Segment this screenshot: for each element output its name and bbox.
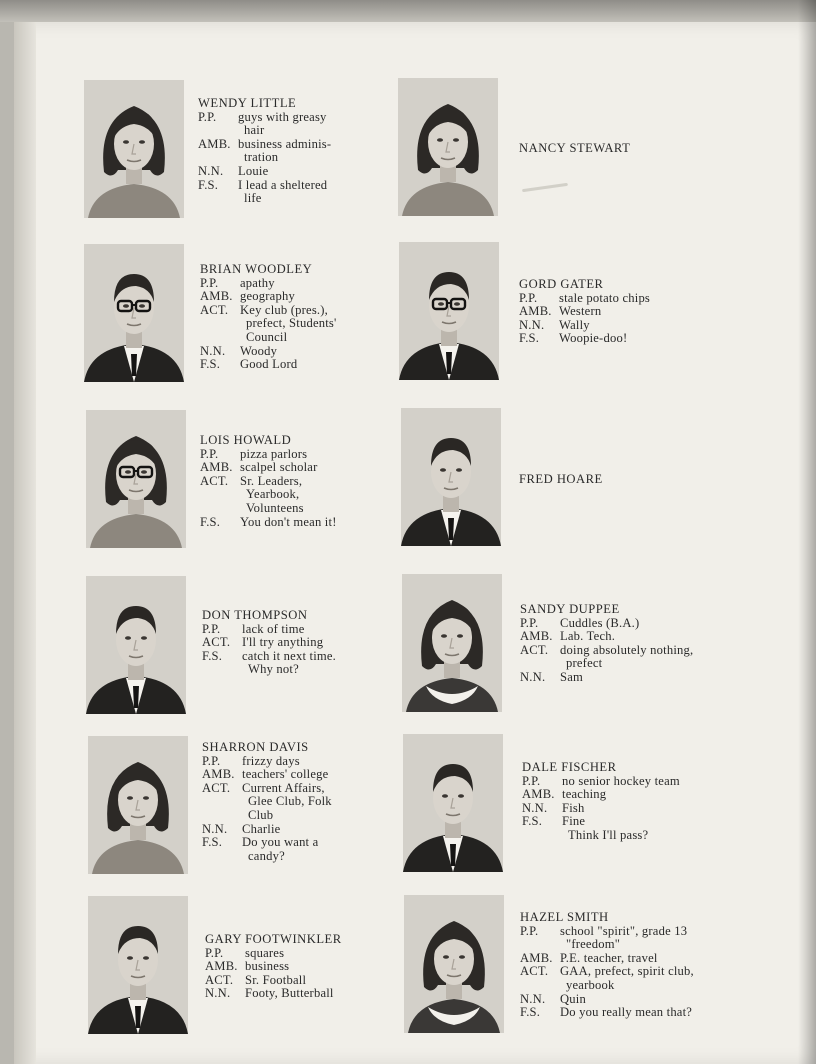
field-label: AMB. bbox=[520, 629, 553, 644]
student-entry bbox=[519, 278, 650, 346]
field-value: Sam bbox=[560, 669, 583, 684]
field-label: P.P. bbox=[198, 109, 217, 124]
student-name: WENDY LITTLE bbox=[198, 96, 297, 110]
entry-field bbox=[520, 965, 694, 992]
portrait-girl-glasses-icon bbox=[86, 410, 186, 548]
field-label: N.N. bbox=[200, 343, 226, 358]
field-value: hair bbox=[244, 123, 265, 138]
entry-field bbox=[519, 319, 650, 333]
field-value: Think I'll pass? bbox=[568, 827, 649, 842]
field-value: Good Lord bbox=[240, 357, 298, 372]
field-value: catch it next time. bbox=[242, 648, 337, 663]
field-label: N.N. bbox=[519, 317, 545, 332]
student-name: LOIS HOWALD bbox=[200, 433, 292, 447]
entry-field bbox=[200, 304, 337, 345]
entry-field bbox=[200, 461, 337, 475]
student-entry bbox=[198, 97, 331, 206]
field-label: AMB. bbox=[202, 767, 235, 782]
entry-field bbox=[520, 644, 693, 671]
student-entry bbox=[202, 741, 332, 863]
field-label: P.P. bbox=[520, 923, 539, 938]
entry-field bbox=[520, 617, 693, 631]
field-value: Louie bbox=[238, 163, 269, 178]
field-value: Lab. Tech. bbox=[560, 629, 616, 644]
field-value: stale potato chips bbox=[559, 290, 651, 305]
field-label: AMB. bbox=[198, 136, 231, 151]
student-entry bbox=[519, 142, 630, 156]
field-value: prefect, Students' bbox=[246, 316, 337, 331]
field-label: AMB. bbox=[200, 460, 233, 475]
field-label: N.N. bbox=[520, 669, 546, 684]
field-value: school "spirit", grade 13 bbox=[560, 923, 688, 938]
entry-field bbox=[198, 138, 331, 165]
entry-field bbox=[205, 987, 342, 1001]
field-label: F.S. bbox=[200, 357, 221, 372]
entry-field bbox=[522, 815, 680, 842]
entry-field bbox=[200, 475, 337, 516]
field-label: N.N. bbox=[522, 800, 548, 815]
page-binding-edge bbox=[14, 22, 36, 1064]
field-value: business bbox=[245, 959, 290, 974]
student-name: BRIAN WOODLEY bbox=[200, 262, 313, 276]
field-label: N.N. bbox=[520, 991, 546, 1006]
field-label: ACT. bbox=[202, 780, 231, 795]
entry-field bbox=[522, 788, 680, 802]
student-name: SHARRON DAVIS bbox=[202, 740, 309, 754]
field-label: F.S. bbox=[519, 331, 540, 346]
field-label: ACT. bbox=[200, 473, 229, 488]
field-value: Volunteens bbox=[246, 500, 304, 515]
field-label: AMB. bbox=[519, 304, 552, 319]
field-label: N.N. bbox=[198, 163, 224, 178]
field-label: ACT. bbox=[205, 972, 234, 987]
student-name: SANDY DUPPEE bbox=[520, 602, 620, 616]
entry-field bbox=[202, 768, 332, 782]
entry-field bbox=[202, 636, 336, 650]
entry-field bbox=[522, 775, 680, 789]
entry-field bbox=[519, 292, 650, 306]
portrait-boy-glasses-icon bbox=[84, 244, 184, 382]
field-label: ACT. bbox=[200, 302, 229, 317]
field-label: ACT. bbox=[520, 642, 549, 657]
field-value: Charlie bbox=[242, 821, 281, 836]
field-label: AMB. bbox=[200, 289, 233, 304]
student-name: GARY FOOTWINKLER bbox=[205, 932, 342, 946]
field-value: pizza parlors bbox=[240, 446, 308, 461]
field-label: AMB. bbox=[205, 959, 238, 974]
field-value: Council bbox=[246, 329, 288, 344]
field-label: ACT. bbox=[202, 635, 231, 650]
field-value: geography bbox=[240, 289, 295, 304]
field-value: life bbox=[244, 191, 262, 206]
entry-field bbox=[205, 947, 342, 961]
entry-field bbox=[520, 1006, 694, 1020]
field-value: guys with greasy bbox=[238, 109, 327, 124]
field-value: I lead a sheltered bbox=[238, 177, 328, 192]
field-value: prefect bbox=[566, 656, 603, 671]
entry-field bbox=[202, 823, 332, 837]
field-value: doing absolutely nothing, bbox=[560, 642, 694, 657]
field-value: teaching bbox=[562, 787, 607, 802]
field-value: yearbook bbox=[566, 977, 615, 992]
field-label: F.S. bbox=[198, 177, 219, 192]
student-entry bbox=[520, 911, 694, 1020]
field-value: tration bbox=[244, 150, 279, 165]
student-entry bbox=[205, 933, 342, 1001]
field-label: P.P. bbox=[200, 446, 219, 461]
field-label: F.S. bbox=[200, 514, 221, 529]
student-entry bbox=[202, 609, 336, 677]
field-value: scalpel scholar bbox=[240, 460, 318, 475]
scan-top-edge bbox=[0, 0, 816, 22]
field-value: Fine bbox=[562, 814, 586, 829]
field-value: Key club (pres.), bbox=[240, 302, 329, 317]
field-label: N.N. bbox=[205, 986, 231, 1001]
field-value: candy? bbox=[248, 848, 285, 863]
portrait-girl-collar-icon bbox=[404, 895, 504, 1033]
student-name: NANCY STEWART bbox=[519, 141, 631, 155]
field-label: P.P. bbox=[202, 753, 221, 768]
entry-field bbox=[202, 623, 336, 637]
field-value: Glee Club, Folk bbox=[248, 794, 332, 809]
entry-field bbox=[200, 358, 337, 372]
field-label: P.P. bbox=[205, 945, 224, 960]
field-value: Western bbox=[559, 304, 602, 319]
entry-field bbox=[200, 277, 337, 291]
field-label: N.N. bbox=[202, 821, 228, 836]
student-entry bbox=[200, 263, 337, 372]
field-value: Cuddles (B.A.) bbox=[560, 615, 640, 630]
field-value: Woody bbox=[240, 343, 278, 358]
entry-field bbox=[200, 516, 337, 530]
entry-field bbox=[200, 345, 337, 359]
field-value: no senior hockey team bbox=[562, 773, 680, 788]
field-label: P.P. bbox=[522, 773, 541, 788]
entry-field bbox=[202, 782, 332, 823]
field-value: squares bbox=[245, 945, 285, 960]
field-label: AMB. bbox=[522, 787, 555, 802]
page-right-shadow bbox=[798, 0, 816, 1064]
field-value: Why not? bbox=[248, 662, 299, 677]
portrait-boy-glasses-icon bbox=[399, 242, 499, 380]
entry-field bbox=[198, 165, 331, 179]
field-value: lack of time bbox=[242, 621, 305, 636]
field-value: Current Affairs, bbox=[242, 780, 325, 795]
student-entry bbox=[200, 434, 337, 529]
field-value: Footy, Butterball bbox=[245, 986, 334, 1001]
entry-field bbox=[202, 755, 332, 769]
field-label: P.P. bbox=[519, 290, 538, 305]
field-value: P.E. teacher, travel bbox=[560, 950, 658, 965]
entry-field bbox=[522, 802, 680, 816]
field-value: Woopie-doo! bbox=[559, 331, 628, 346]
student-entry bbox=[520, 603, 693, 685]
entry-field bbox=[519, 332, 650, 346]
student-name: GORD GATER bbox=[519, 277, 604, 291]
portrait-boy-icon bbox=[403, 734, 503, 872]
field-value: Club bbox=[248, 807, 274, 822]
field-value: teachers' college bbox=[242, 767, 329, 782]
portrait-girl-icon bbox=[84, 80, 184, 218]
field-value: Yearbook, bbox=[246, 487, 300, 502]
entry-field bbox=[520, 925, 694, 952]
field-label: F.S. bbox=[202, 648, 223, 663]
field-value: Quin bbox=[560, 991, 586, 1006]
field-value: Sr. Football bbox=[245, 972, 307, 987]
portrait-boy-icon bbox=[401, 408, 501, 546]
entry-field bbox=[200, 290, 337, 304]
field-value: business adminis- bbox=[238, 136, 332, 151]
portrait-boy-icon bbox=[86, 576, 186, 714]
field-value: Do you want a bbox=[242, 835, 319, 850]
student-entry bbox=[519, 473, 603, 487]
student-name: DALE FISCHER bbox=[522, 760, 617, 774]
field-label: P.P. bbox=[520, 615, 539, 630]
field-label: AMB. bbox=[520, 950, 553, 965]
entry-field bbox=[205, 974, 342, 988]
field-value: "freedom" bbox=[566, 937, 621, 952]
field-label: F.S. bbox=[522, 814, 543, 829]
field-label: P.P. bbox=[202, 621, 221, 636]
entry-field bbox=[198, 111, 331, 138]
student-name: DON THOMPSON bbox=[202, 608, 308, 622]
student-name: HAZEL SMITH bbox=[520, 910, 609, 924]
field-value: GAA, prefect, spirit club, bbox=[560, 964, 694, 979]
portrait-boy-icon bbox=[88, 896, 188, 1034]
entry-field bbox=[202, 650, 336, 677]
entry-field bbox=[200, 448, 337, 462]
entry-field bbox=[202, 836, 332, 863]
field-value: frizzy days bbox=[242, 753, 300, 768]
field-value: Wally bbox=[559, 317, 590, 332]
field-value: apathy bbox=[240, 275, 275, 290]
entry-field bbox=[205, 960, 342, 974]
entry-field bbox=[519, 305, 650, 319]
portrait-girl-collar-icon bbox=[402, 574, 502, 712]
entry-field bbox=[520, 993, 694, 1007]
entry-field bbox=[520, 630, 693, 644]
field-label: ACT. bbox=[520, 964, 549, 979]
field-value: You don't mean it! bbox=[240, 514, 337, 529]
portrait-girl-icon bbox=[88, 736, 188, 874]
student-entry bbox=[522, 761, 680, 843]
student-name: FRED HOARE bbox=[519, 472, 603, 486]
portrait-girl-icon bbox=[398, 78, 498, 216]
field-label: P.P. bbox=[200, 275, 219, 290]
field-value: I'll try anything bbox=[242, 635, 324, 650]
entry-field bbox=[198, 179, 331, 206]
field-label: F.S. bbox=[202, 835, 223, 850]
entry-field bbox=[520, 671, 693, 685]
entry-field bbox=[520, 952, 694, 966]
field-value: Sr. Leaders, bbox=[240, 473, 303, 488]
field-value: Fish bbox=[562, 800, 585, 815]
field-value: Do you really mean that? bbox=[560, 1005, 693, 1020]
field-label: F.S. bbox=[520, 1005, 541, 1020]
